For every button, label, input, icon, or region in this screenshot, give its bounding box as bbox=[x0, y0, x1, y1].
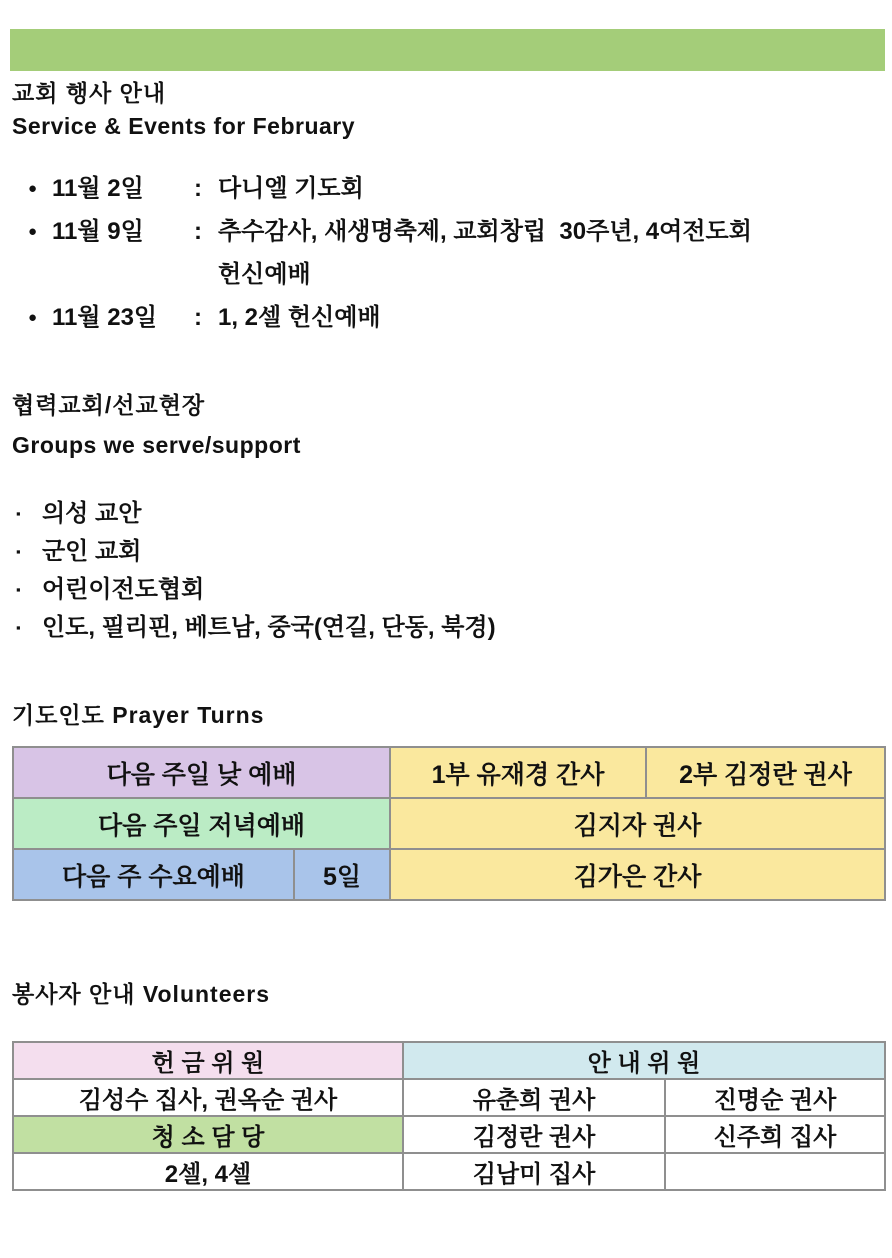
event-date: 11월 9일 bbox=[52, 218, 144, 245]
volunteers-section-title: 봉사자 안내 Volunteers bbox=[12, 981, 271, 1007]
volunteers-cell-usher-5: 김남미 집사 bbox=[403, 1153, 665, 1190]
event-description: 다니엘 기도회 bbox=[218, 175, 364, 202]
event-description-line1: 추수감사, 새생명축제, 교회창립 30주년, 4여전도회 bbox=[218, 218, 752, 245]
prayer-cell-sunday-evening-service: 다음 주일 저녁예배 bbox=[13, 798, 390, 849]
table-row bbox=[13, 1153, 885, 1190]
prayer-cell-wednesday-leader: 김가은 간사 bbox=[390, 849, 885, 900]
list-item bbox=[28, 174, 878, 204]
volunteers-header-ushers: 안 내 위 원 bbox=[403, 1042, 885, 1079]
prayer-turns-table bbox=[12, 746, 886, 901]
bullet-square-icon: ▪ bbox=[16, 544, 21, 559]
volunteers-cell-usher-3: 김정란 권사 bbox=[403, 1116, 665, 1153]
volunteers-header-cleaning: 청 소 담 당 bbox=[13, 1116, 403, 1153]
prayer-cell-part1-leader: 1부 유재경 간사 bbox=[390, 747, 646, 798]
list-item bbox=[16, 537, 876, 566]
events-section-title-en: Service & Events for February bbox=[12, 113, 356, 139]
bullet-circle-icon: ● bbox=[28, 180, 38, 197]
volunteers-cell-offering-names: 김성수 집사, 권옥순 권사 bbox=[13, 1079, 403, 1116]
prayer-cell-sunday-day-service: 다음 주일 낮 예배 bbox=[13, 747, 390, 798]
prayer-cell-evening-leader: 김지자 권사 bbox=[390, 798, 885, 849]
group-name: 의성 교안 bbox=[42, 500, 142, 527]
event-description-line2: 헌신예배 bbox=[218, 261, 311, 288]
bullet-square-icon: ▪ bbox=[16, 506, 21, 521]
table-row bbox=[13, 798, 885, 849]
bullet-circle-icon: ● bbox=[28, 223, 38, 240]
volunteers-cell-usher-1: 유춘희 권사 bbox=[403, 1079, 665, 1116]
bullet-circle-icon: ● bbox=[28, 309, 38, 326]
table-row bbox=[13, 1116, 885, 1153]
event-date: 11월 23일 bbox=[52, 304, 158, 331]
list-item bbox=[16, 613, 876, 642]
bullet-square-icon: ▪ bbox=[16, 620, 21, 635]
table-row bbox=[13, 747, 885, 798]
bullet-square-icon: ▪ bbox=[16, 582, 21, 597]
prayer-cell-part2-leader: 2부 김정란 권사 bbox=[646, 747, 885, 798]
list-item bbox=[28, 303, 878, 333]
group-name: 어린이전도협회 bbox=[42, 576, 205, 603]
groups-list bbox=[16, 499, 876, 651]
list-item bbox=[16, 499, 876, 528]
volunteers-cell-cleaning-cells: 2셀, 4셀 bbox=[13, 1153, 403, 1190]
green-title-bar bbox=[10, 29, 885, 71]
table-row bbox=[13, 1079, 885, 1116]
groups-section-title-en: Groups we serve/support bbox=[12, 432, 301, 458]
event-colon: : bbox=[194, 304, 202, 331]
event-description: 1, 2셀 헌신예배 bbox=[218, 304, 381, 331]
event-description bbox=[218, 217, 878, 290]
list-item bbox=[16, 575, 876, 604]
volunteers-cell-usher-2: 진명순 권사 bbox=[665, 1079, 885, 1116]
group-name: 인도, 필리핀, 베트남, 중국(연길, 단동, 북경) bbox=[42, 614, 496, 641]
prayer-section-title: 기도인도 Prayer Turns bbox=[12, 702, 265, 728]
event-colon: : bbox=[194, 218, 202, 245]
event-date: 11월 2일 bbox=[52, 175, 144, 202]
groups-section-title-ko: 협력교회/선교현장 bbox=[12, 392, 206, 418]
volunteers-header-offering: 헌 금 위 원 bbox=[13, 1042, 403, 1079]
group-name: 군인 교회 bbox=[42, 538, 142, 565]
table-row bbox=[13, 1042, 885, 1079]
table-row bbox=[13, 849, 885, 900]
volunteers-table bbox=[12, 1041, 886, 1191]
events-list bbox=[28, 174, 878, 346]
prayer-cell-wednesday-service: 다음 주 수요예배 bbox=[13, 849, 294, 900]
prayer-cell-wednesday-date: 5일 bbox=[294, 849, 390, 900]
list-item bbox=[28, 217, 878, 290]
events-section-title-ko: 교회 행사 안내 bbox=[12, 80, 167, 106]
volunteers-cell-usher-4: 신주희 집사 bbox=[665, 1116, 885, 1153]
volunteers-cell-empty bbox=[665, 1153, 885, 1190]
event-colon: : bbox=[194, 175, 202, 202]
